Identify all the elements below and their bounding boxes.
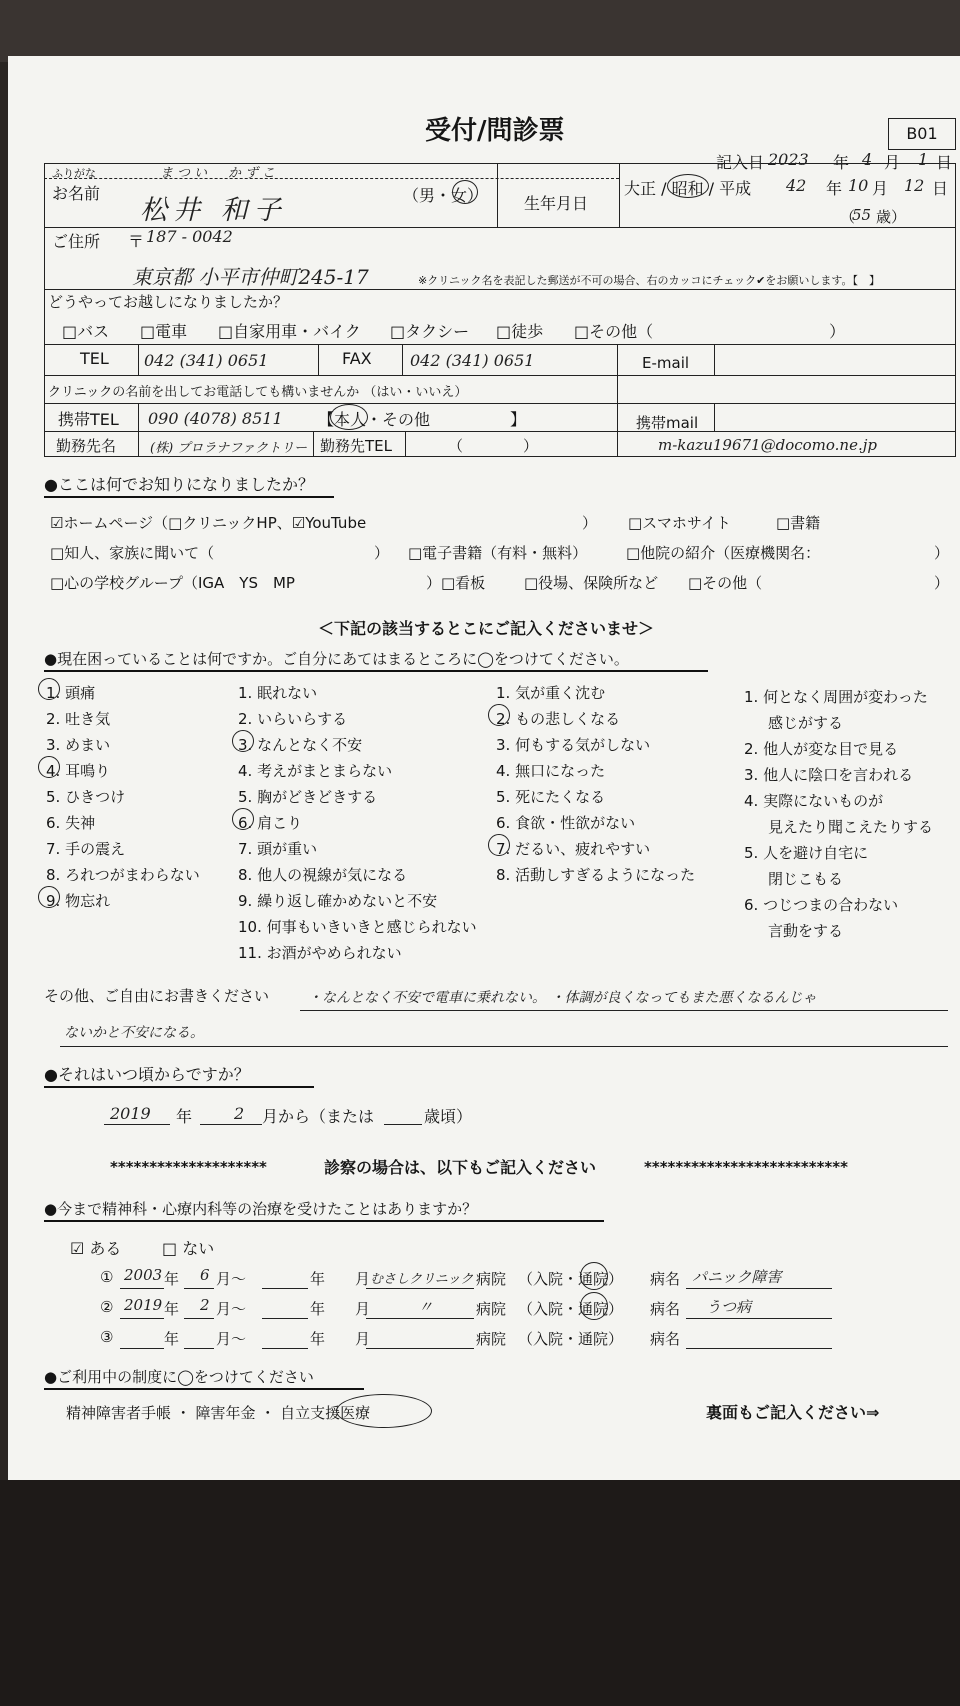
birth-day-unit: 日	[932, 179, 949, 198]
history-row-2-year-unit: 年	[164, 1300, 180, 1318]
disease-label: 病名	[650, 1270, 681, 1288]
free-text-rule	[60, 1046, 948, 1047]
entry-rule	[366, 1318, 474, 1319]
history-row-2-hospital[interactable]: 〃	[418, 1298, 434, 1316]
symptom-item-continued: 閉じこもる	[768, 870, 844, 888]
symptom-item[interactable]: 3. 他人に陰口を言われる	[744, 766, 914, 784]
entry-rule	[120, 1348, 164, 1349]
symptom-item[interactable]: 4. 耳鳴り	[46, 762, 111, 780]
history-row-1-month[interactable]: 6	[200, 1266, 210, 1284]
referral-kokoro-group[interactable]: □心の学校グループ（IGA YS MP	[50, 574, 295, 592]
symptom-item[interactable]: 8. 活動しすぎるようになった	[496, 866, 696, 884]
age-value[interactable]: 55	[852, 206, 872, 224]
system-selected-circle	[336, 1394, 432, 1428]
history-row-1-disease[interactable]: パニック障害	[692, 1268, 782, 1286]
entry-rule	[184, 1318, 214, 1319]
free-text-line-2[interactable]: ないかと不安になる。	[64, 1025, 204, 1041]
entry-rule	[686, 1348, 832, 1349]
system-question: ●ご利用中の制度に◯をつけてください	[44, 1368, 314, 1386]
history-row-1-hospital[interactable]: むさしクリニック	[370, 1272, 474, 1287]
history-row-1-num: ①	[100, 1268, 114, 1286]
symptom-item[interactable]: 4. 考えがまとまらない	[238, 762, 393, 780]
referral-other[interactable]: □その他（	[688, 574, 763, 592]
referral-other-clinic-close: ）	[934, 544, 950, 562]
birth-year-unit: 年	[826, 179, 843, 198]
entry-rule	[262, 1318, 308, 1319]
symptom-question-underline	[44, 670, 708, 672]
history-row-2-month-unit: 月～	[216, 1300, 247, 1318]
entry-rule	[686, 1288, 832, 1289]
entry-rule	[686, 1318, 832, 1319]
mobile-mail-label: 携帯mail	[636, 414, 699, 432]
referral-other-clinic[interactable]: □他院の紹介（医療機関名：	[626, 544, 821, 562]
row-divider	[44, 431, 956, 432]
transport-car[interactable]: □自家用車・バイク	[218, 322, 361, 341]
symptom-column-physical	[46, 680, 200, 914]
col-divider	[497, 163, 498, 227]
transport-walk[interactable]: □徒歩	[496, 322, 544, 341]
form-code: B01	[888, 118, 956, 150]
background-bottom	[0, 1480, 960, 1706]
symptom-item[interactable]: 9. 物忘れ	[46, 892, 111, 910]
onset-month[interactable]: 2	[234, 1104, 245, 1123]
symptom-item[interactable]: 6. 失神	[46, 814, 96, 832]
transport-taxi[interactable]: □タクシー	[390, 322, 470, 341]
col-divider	[617, 344, 618, 457]
symptom-item[interactable]: 11. お酒がやめられない	[238, 944, 402, 962]
furigana-divider	[44, 178, 619, 179]
referral-homepage-close: ）	[582, 514, 598, 532]
section-instruction: ＜下記の該当するとこにご記入くださいませ＞	[318, 619, 655, 638]
col-divider	[138, 344, 139, 375]
birth-month[interactable]: 10	[848, 176, 869, 195]
referral-other-close: ）	[934, 574, 950, 592]
furigana-label: ふりがな	[52, 167, 96, 180]
outpatient-circle	[580, 1292, 608, 1320]
transport-question: どうやってお越しになりましたか？	[48, 293, 289, 311]
symptom-item[interactable]: 5. 胸がどきどきする	[238, 788, 378, 806]
symptom-item[interactable]: 1. 眠れない	[238, 684, 318, 702]
symptom-column-perception	[744, 684, 933, 944]
history-row-3-year-unit: 年	[164, 1330, 180, 1348]
birth-label: 生年月日	[524, 194, 589, 213]
name-label: お名前	[52, 184, 101, 203]
age-open: （	[840, 208, 856, 226]
date-month-unit: 月	[884, 153, 901, 172]
row-divider	[44, 375, 956, 376]
history-row-2-year[interactable]: 2019	[124, 1296, 163, 1314]
hospital-word: 病院	[476, 1270, 507, 1288]
birth-month-unit: 月	[872, 179, 889, 198]
mobile-owner-options: 【本人・その他 】	[318, 410, 527, 429]
row-divider	[44, 403, 956, 404]
prior-yes[interactable]: ☑ ある	[70, 1239, 122, 1258]
selected-circle-headache	[38, 678, 60, 700]
mobile-label: 携帯TEL	[58, 410, 119, 429]
background-top	[0, 0, 960, 62]
referral-ebook[interactable]: □電子書籍（有料・無料）	[408, 544, 588, 562]
entry-rule	[120, 1318, 164, 1319]
era-options: 大正 / 昭和 / 平成	[624, 179, 752, 198]
back-side-note: 裏面もご記入ください⇒	[706, 1403, 880, 1422]
symptom-item[interactable]: 2. いらいらする	[238, 710, 348, 728]
banner-stars-left: ********************	[110, 1158, 267, 1176]
referral-public-office[interactable]: □役場、保険所など	[524, 574, 659, 592]
free-text-label: その他、ご自由にお書きください	[44, 987, 270, 1005]
selected-circle-forgetfulness	[38, 886, 60, 908]
symptom-item[interactable]: 2. もの悲しくなる	[496, 710, 621, 728]
address-label: ご住所	[52, 232, 101, 251]
work-tel-label: 勤務先TEL	[320, 437, 392, 455]
symptom-item[interactable]: 1. 気が重く沈む	[496, 684, 606, 702]
history-row-3-end: 年 月	[310, 1330, 371, 1348]
selected-circle-tinnitus	[38, 756, 60, 778]
age-unit: 歳）	[876, 208, 907, 226]
prior-treatment-underline	[44, 1220, 604, 1222]
onset-underline	[44, 1086, 314, 1088]
entry-rule	[366, 1348, 474, 1349]
col-divider	[402, 344, 403, 375]
gender-female-circle	[452, 180, 478, 204]
onset-age-unit: 歳頃）	[424, 1107, 473, 1126]
symptom-item[interactable]: 6. 肩こり	[238, 814, 303, 832]
entry-rule	[366, 1288, 474, 1289]
symptom-item[interactable]: 3. めまい	[46, 736, 111, 754]
work-tel-parens: （ ）	[448, 437, 539, 455]
referral-underline	[44, 496, 334, 498]
work-value[interactable]: (株) プロラナファクトリー	[150, 441, 308, 456]
email-label: E-mail	[642, 354, 690, 372]
referral-books[interactable]: □書籍	[776, 514, 821, 532]
symptom-item-continued: 感じがする	[768, 714, 844, 732]
transport-train[interactable]: □電車	[140, 322, 188, 341]
transport-bus[interactable]: □バス	[62, 322, 110, 341]
symptom-question: ●現在困っていることは何ですか。ご自分にあてはまるところに◯をつけてください。	[44, 650, 629, 668]
referral-smartphone-site[interactable]: □スマホサイト	[628, 514, 731, 532]
birth-year[interactable]: 42	[786, 176, 807, 195]
fax-label: FAX	[342, 349, 372, 368]
onset-year-unit: 年	[176, 1107, 193, 1126]
col-divider	[318, 344, 319, 375]
name-value[interactable]: 松井 和子	[140, 195, 287, 226]
onset-year-rule	[104, 1124, 170, 1125]
symptom-item[interactable]: 9. 繰り返し確かめないと不安	[238, 892, 438, 910]
system-options: 精神障害者手帳 ・ 障害年金 ・ 自立支援医療	[66, 1404, 371, 1422]
symptom-item[interactable]: 7. 手の震え	[46, 840, 126, 858]
symptom-item[interactable]: 5. 死にたくなる	[496, 788, 606, 806]
onset-year[interactable]: 2019	[110, 1104, 151, 1123]
history-row-3-num: ③	[100, 1328, 114, 1346]
history-row-1-end: 年 月	[310, 1270, 371, 1288]
mobile-mail-value[interactable]: m-kazu19671@docomo.ne.jp	[658, 436, 877, 454]
selected-circle-stiff-shoulders	[232, 808, 254, 830]
symptom-item[interactable]: 2. 他人が変な目で見る	[744, 740, 899, 758]
symptom-item[interactable]: 2. 吐き気	[46, 710, 111, 728]
symptom-item[interactable]: 5. ひきつけ	[46, 788, 126, 806]
transport-other[interactable]: □その他（ ）	[574, 322, 846, 341]
work-label: 勤務先名	[56, 437, 117, 455]
symptom-item[interactable]: 4. 無口になった	[496, 762, 606, 780]
tel-value[interactable]: 042 (341) 0651	[144, 351, 269, 370]
birth-day[interactable]: 12	[904, 176, 925, 195]
col-divider	[313, 431, 314, 457]
furigana-value[interactable]: まつい かずこ	[160, 166, 280, 181]
col-divider	[714, 403, 715, 431]
symptom-item[interactable]: 6. つじつまの合わない	[744, 896, 899, 914]
selected-circle-fatigue	[488, 834, 510, 856]
outpatient-circle	[580, 1262, 608, 1290]
entry-rule	[120, 1288, 164, 1289]
symptom-item-continued: 言動をする	[768, 922, 844, 940]
referral-homepage[interactable]: ☑ホームページ（□クリニックHP、☑YouTube	[50, 514, 367, 532]
onset-month-rule	[200, 1124, 262, 1125]
prior-treatment-question: ●今まで精神科・心療内科等の治療を受けたことはありますか？	[44, 1200, 478, 1218]
symptom-item[interactable]: 5. 人を避け自宅に	[744, 844, 869, 862]
clinic-call-question: クリニックの名前を出してお電話しても構いませんか （はい・いいえ）	[48, 385, 468, 400]
history-row-1-month-unit: 月～	[216, 1270, 247, 1288]
address-value[interactable]: 東京都 小平市仲町245-17	[132, 265, 369, 289]
fax-value[interactable]: 042 (341) 0651	[410, 351, 535, 370]
entry-rule	[262, 1288, 308, 1289]
date-label: 記入日	[716, 153, 765, 172]
symptom-column-anxiety	[238, 680, 477, 966]
history-row-1-year-unit: 年	[164, 1270, 180, 1288]
history-row-3-type: （入院・通院）	[518, 1330, 624, 1348]
symptom-column-mood	[496, 680, 695, 888]
onset-age-rule	[384, 1124, 422, 1125]
referral-acquaintance[interactable]: □知人、家族に聞いて（	[50, 544, 215, 562]
referral-acquaintance-close: ）	[374, 544, 390, 562]
referral-question: ●ここは何でお知りになりましたか？	[44, 475, 314, 494]
entry-rule	[184, 1288, 214, 1289]
postal-mark: 〒	[128, 232, 145, 251]
symptom-item[interactable]: 1. 何となく周囲が変わった	[744, 688, 928, 706]
history-row-2-num: ②	[100, 1298, 114, 1316]
hospital-word: 病院	[476, 1330, 507, 1348]
banner-stars-right: **************************	[644, 1158, 848, 1176]
symptom-item[interactable]: 3. 何もする気がしない	[496, 736, 651, 754]
mobile-value[interactable]: 090 (4078) 8511	[148, 409, 283, 428]
date-year-unit: 年	[833, 153, 850, 172]
disease-label: 病名	[650, 1330, 681, 1348]
symptom-item[interactable]: 7. 頭が重い	[238, 840, 318, 858]
onset-question: ●それはいつ頃からですか？	[44, 1065, 250, 1084]
col-divider	[405, 431, 406, 457]
history-row-2-disease[interactable]: うつ病	[706, 1298, 752, 1316]
onset-month-text: 月から（または	[262, 1107, 375, 1126]
col-divider	[714, 344, 715, 375]
symptom-item-continued: 見えたり聞こえたりする	[768, 818, 934, 836]
mail-check-note: ※クリニック名を表記した郵送が不可の場合、右のカッコにチェック✔をお願いします。【 】	[418, 274, 880, 287]
selected-circle-vague-anxiety	[232, 730, 254, 752]
symptom-item[interactable]: 10. 何事もいきいきと感じられない	[238, 918, 477, 936]
era-showa-circle	[667, 174, 709, 198]
free-text-rule	[300, 1010, 948, 1011]
symptom-item[interactable]: 4. 実際にないものが	[744, 792, 884, 810]
prior-no[interactable]: □ ない	[162, 1239, 215, 1258]
selected-circle-sadness	[488, 704, 510, 726]
entry-rule	[262, 1348, 308, 1349]
history-row-1-type: （入院・通院）	[518, 1270, 624, 1288]
entry-rule	[184, 1348, 214, 1349]
date-day-unit: 日	[936, 153, 953, 172]
history-row-2-month[interactable]: 2	[200, 1296, 210, 1314]
symptom-item[interactable]: 6. 食欲・性欲がない	[496, 814, 636, 832]
symptom-item[interactable]: 8. ろれつがまわらない	[46, 866, 200, 884]
free-text-line-1[interactable]: ・なんとなく不安で電車に乗れない。 ・体調が良くなってもまた悪くなるんじゃ	[308, 990, 817, 1006]
page-title: 受付/問診票	[425, 116, 565, 146]
symptom-item[interactable]: 3. なんとなく不安	[238, 736, 363, 754]
exam-banner: 診察の場合は、以下もご記入ください	[324, 1158, 597, 1177]
referral-signboard[interactable]: ）□看板	[426, 574, 486, 592]
system-underline	[44, 1388, 364, 1390]
gender-options: （男・女）	[403, 186, 484, 205]
row-divider	[44, 344, 956, 345]
history-row-1-year[interactable]: 2003	[124, 1266, 163, 1284]
hospital-word: 病院	[476, 1300, 507, 1318]
date-day[interactable]: 1	[918, 150, 929, 169]
date-year[interactable]: 2023	[768, 150, 809, 169]
date-month[interactable]: 4	[862, 150, 873, 169]
history-row-2-type: （入院・通院）	[518, 1300, 624, 1318]
mobile-owner-self-circle	[330, 404, 368, 430]
symptom-item[interactable]: 1. 頭痛	[46, 684, 96, 702]
history-row-3-month-unit: 月～	[216, 1330, 247, 1348]
symptom-item[interactable]: 7. だるい、疲れやすい	[496, 840, 651, 858]
postal-code[interactable]: 187 - 0042	[146, 227, 233, 246]
col-divider	[619, 163, 620, 227]
disease-label: 病名	[650, 1300, 681, 1318]
history-row-2-end: 年 月	[310, 1300, 371, 1318]
tel-label: TEL	[80, 349, 109, 368]
col-divider	[138, 403, 139, 457]
symptom-item[interactable]: 8. 他人の視線が気になる	[238, 866, 408, 884]
